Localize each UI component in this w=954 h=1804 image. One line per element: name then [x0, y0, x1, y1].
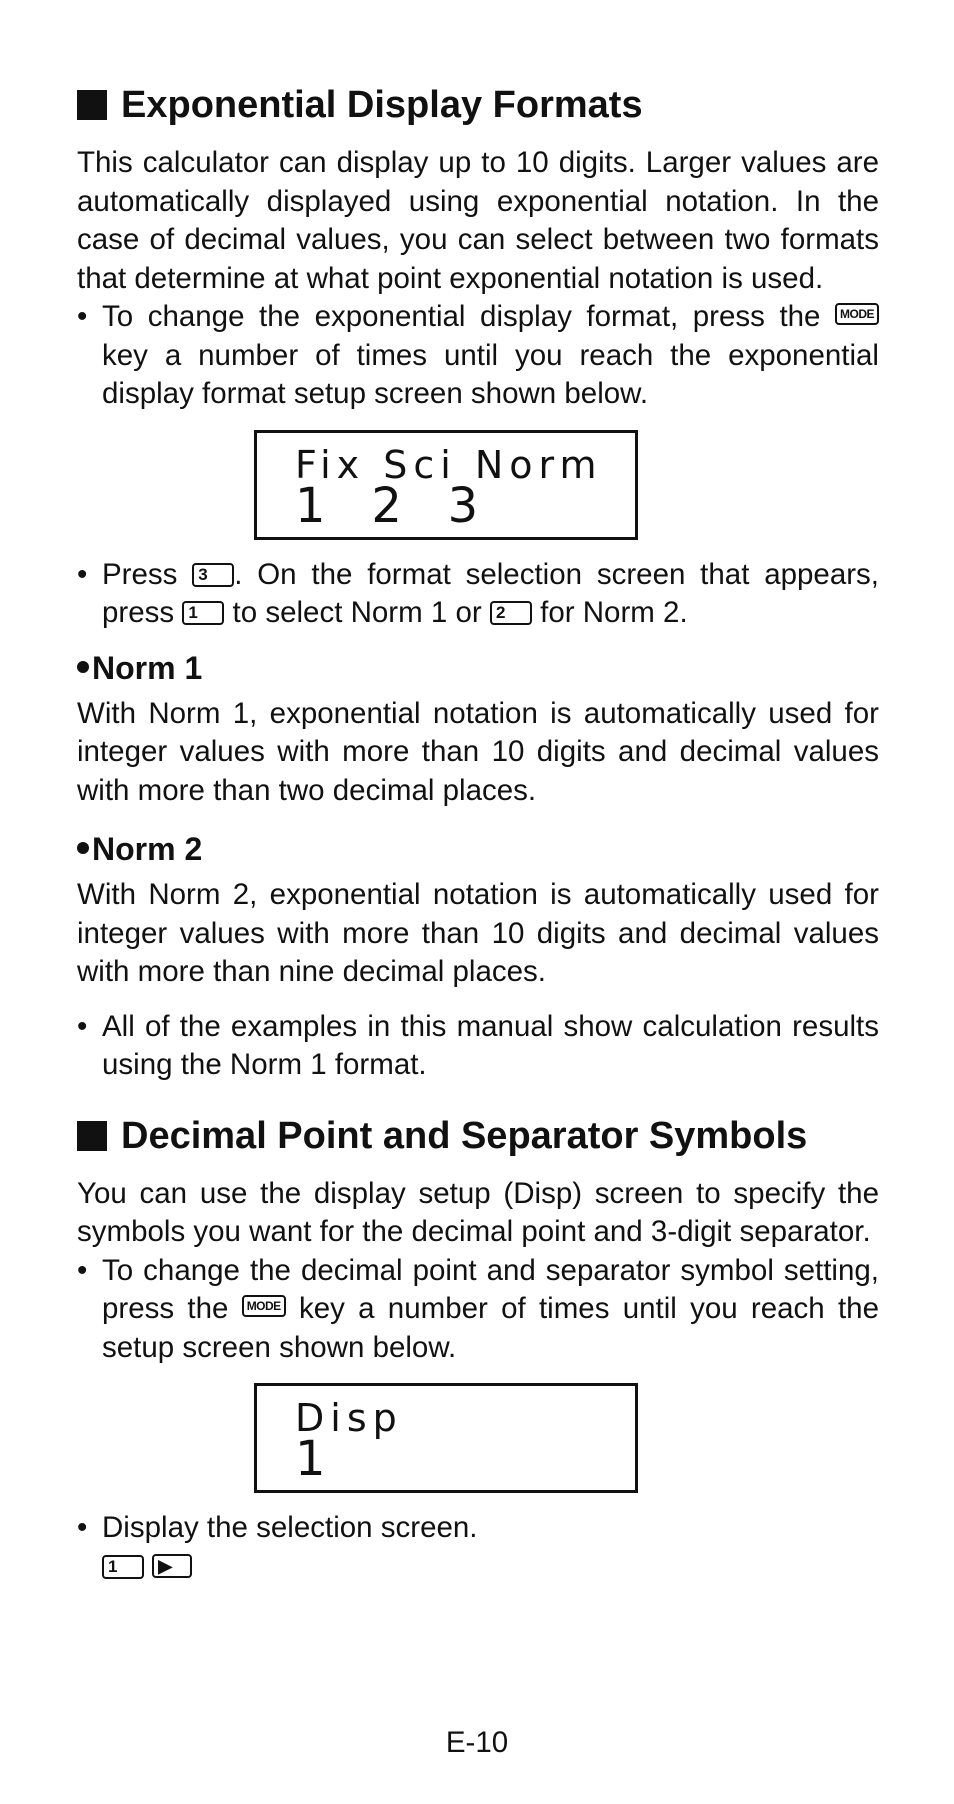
page-number: E-10 — [445, 1726, 509, 1759]
norm2-heading — [77, 828, 879, 870]
bullet-dot: • — [77, 1511, 88, 1544]
bullet-examples-note — [77, 1008, 879, 1085]
bullet-text: for Norm 2. — [531, 596, 688, 629]
lcd-disp-setup — [254, 1383, 638, 1493]
bullet-text: Display the selection screen. — [102, 1511, 478, 1544]
decimal-intro-paragraph: You can use the display setup (Disp) screen to specify the symbols you want for the decimal point and 3-digit separator. — [77, 1176, 879, 1248]
right-arrow-key-icon: ▶ — [152, 1554, 192, 1578]
bullet-text: key a number of times until you reach the setup screen shown below. — [102, 1292, 879, 1364]
bullet-text: to select Norm 1 or — [224, 596, 490, 629]
bullet-dot: • — [77, 300, 88, 333]
bullet-text: To change the exponential display format, press the — [102, 300, 835, 333]
bullet-dot: • — [77, 1009, 88, 1043]
norm2-paragraph: With Norm 2, exponential notation is automatically used for integer values with more than 10 digits and decimal values with more than nine decimal places. — [77, 878, 879, 988]
mode-key-icon: MODE — [242, 1295, 286, 1317]
section-title: Exponential Display Formats — [121, 84, 643, 126]
norm1-heading — [77, 647, 879, 689]
section-heading-decimal — [77, 1111, 879, 1161]
section-title: Decimal Point and Separator Symbols — [121, 1114, 808, 1157]
norm1-heading-text: Norm 1 — [92, 649, 203, 686]
norm1-paragraph: With Norm 1, exponential notation is automatically used for integer values with more than 10 digits and decimal values with more than two decimal places. — [77, 696, 879, 807]
round-bullet-icon — [77, 661, 89, 673]
round-bullet-icon — [77, 842, 89, 854]
bullet-text: To change the decimal point and separator symbol setting, press the — [102, 1253, 879, 1325]
mode-key-icon: MODE — [835, 303, 879, 325]
key-1-icon: 1 — [102, 1555, 144, 1579]
manual-page — [77, 80, 879, 1586]
lcd-bottom-line: 1 2 3 — [295, 477, 479, 534]
lcd-top-line: Disp — [295, 1396, 403, 1440]
bullet-dot: • — [77, 1253, 88, 1287]
lcd-display-format — [254, 430, 638, 540]
square-bullet-icon — [77, 1121, 107, 1151]
section-heading-exponential — [77, 80, 879, 130]
bullet-dot: • — [77, 557, 88, 591]
intro-paragraph: This calculator can display up to 10 digits. Larger values are automatically displayed using exponential notation. In the case of decimal values, you can select between two formats that determine at what point exponential notation is used. — [77, 146, 879, 295]
key-1-icon: 1 — [182, 601, 224, 625]
lcd-top-line: Fix Sci Norm — [295, 442, 603, 487]
lcd-bottom-line: 1 — [295, 1431, 326, 1487]
key-3-icon: 3 — [192, 563, 234, 587]
bullet-change-separator — [77, 1252, 879, 1368]
square-bullet-icon — [77, 90, 107, 120]
bullet-press-keys — [77, 556, 879, 633]
norm2-heading-text: Norm 2 — [92, 831, 203, 867]
bullet-change-format — [77, 298, 879, 414]
bullet-text: key a number of times until you reach the exponential display format setup screen shown below. — [102, 338, 879, 410]
bullet-display-selection — [77, 1509, 879, 1586]
bullet-text: All of the examples in this manual show calculation results using the Norm 1 format. — [102, 1009, 879, 1081]
bullet-text: Press — [102, 557, 193, 591]
bullet-text: . On the format selection screen that appears, press — [102, 557, 879, 629]
key-2-icon: 2 — [490, 601, 532, 625]
